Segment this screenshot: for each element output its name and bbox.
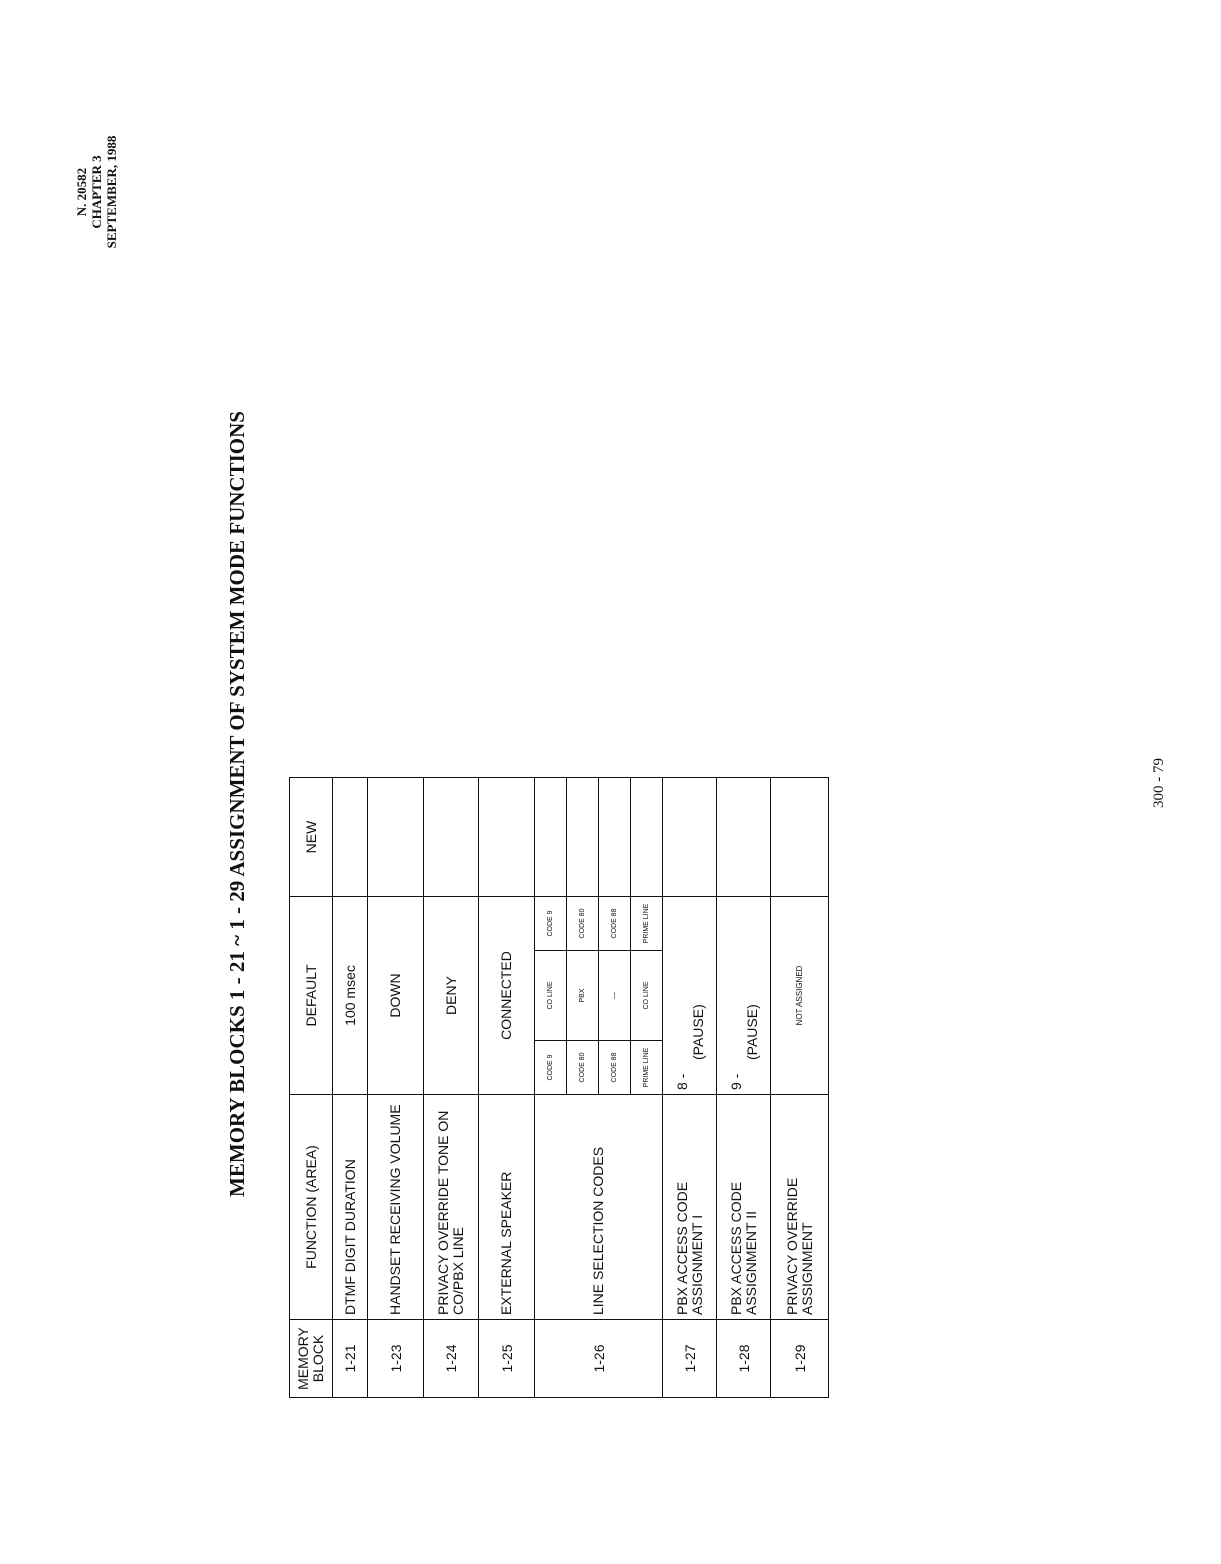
memory-block-table — [289, 778, 829, 1398]
function-cell: LINE SELECTION CODES — [535, 1095, 663, 1320]
memory-block-cell: 1-27 — [663, 1320, 717, 1398]
new-cell — [368, 777, 424, 896]
default-cell: 100 msec — [333, 896, 368, 1094]
date-label: SEPTEMBER, 1988 — [104, 135, 119, 249]
default-cell: DENY — [424, 896, 479, 1094]
table-row — [663, 777, 717, 1397]
page-number: 300 - 79 — [1151, 758, 1167, 808]
code-cell: CODE 9 — [535, 1041, 567, 1095]
default-cell — [717, 896, 771, 1094]
default-cell — [663, 896, 717, 1094]
header-function: FUNCTION (AREA) — [290, 1095, 333, 1320]
default-cell: CONNECTED — [479, 896, 535, 1094]
new-cell — [599, 777, 631, 896]
default-digit: 9 - — [727, 1073, 744, 1090]
memory-block-cell: 1-24 — [424, 1320, 479, 1398]
memory-block-cell: 1-29 — [771, 1320, 829, 1398]
new-cell — [333, 777, 368, 896]
new-cell — [631, 777, 663, 896]
default-cell: NOT ASSIGNED — [771, 896, 829, 1094]
default-digit: 8 - — [673, 1073, 690, 1090]
function-cell: DTMF DIGIT DURATION — [333, 1095, 368, 1320]
function-cell: PRIVACY OVERRIDE ASSIGNMENT — [771, 1095, 829, 1320]
header-default: DEFAULT — [290, 896, 333, 1094]
new-cell — [535, 777, 567, 896]
code-cell: CODE 80 — [567, 1041, 599, 1095]
function-cell: HANDSET RECEIVING VOLUME — [368, 1095, 424, 1320]
new-cell — [479, 777, 535, 896]
code-cell: PRIME LINE — [631, 1041, 663, 1095]
function-cell: PBX ACCESS CODE ASSIGNMENT I — [663, 1095, 717, 1320]
memory-block-cell: 1-26 — [535, 1320, 663, 1398]
default-cell: CO LINE — [535, 951, 567, 1041]
table-row — [717, 777, 771, 1397]
table-row — [424, 777, 479, 1397]
new-code-cell: CODE 80 — [567, 896, 599, 950]
document-header — [74, 112, 134, 272]
default-cell: DOWN — [368, 896, 424, 1094]
memory-block-cell: 1-25 — [479, 1320, 535, 1398]
new-cell — [717, 777, 771, 896]
table-row — [771, 777, 829, 1397]
default-cell: PBX — [567, 951, 599, 1041]
header-memory-block: MEMORY BLOCK — [290, 1320, 333, 1398]
memory-block-cell: 1-21 — [333, 1320, 368, 1398]
function-cell: PBX ACCESS CODE ASSIGNMENT II — [717, 1095, 771, 1320]
new-code-cell: CODE 9 — [535, 896, 567, 950]
new-cell — [424, 777, 479, 896]
function-cell: PRIVACY OVERRIDE TONE ON CO/PBX LINE — [424, 1095, 479, 1320]
memory-block-cell: 1-28 — [717, 1320, 771, 1398]
function-cell: EXTERNAL SPEAKER — [479, 1095, 535, 1320]
new-code-cell: CODE 88 — [599, 896, 631, 950]
default-cell: — — [599, 951, 631, 1041]
new-code-cell: PRIME LINE — [631, 896, 663, 950]
table-row — [479, 777, 535, 1397]
default-pause: (PAUSE) — [689, 1004, 706, 1060]
table-row — [535, 777, 567, 1397]
table-row — [333, 777, 368, 1397]
new-cell — [663, 777, 717, 896]
page-title: MEMORY BLOCKS 1 - 21 ~ 1 - 29 ASSIGNMENT OF SYSTEM MODE FUNCTIONS — [225, 411, 249, 1197]
default-cell: CO LINE — [631, 951, 663, 1041]
default-pause: (PAUSE) — [743, 1004, 760, 1060]
chapter-label: CHAPTER 3 — [89, 155, 104, 229]
new-cell — [771, 777, 829, 896]
document-number: N. 20582 — [74, 167, 89, 217]
code-cell: CODE 88 — [599, 1041, 631, 1095]
header-new: NEW — [290, 777, 333, 896]
table-row — [368, 777, 424, 1397]
table-header-row — [290, 777, 333, 1397]
new-cell — [567, 777, 599, 896]
memory-block-cell: 1-23 — [368, 1320, 424, 1398]
